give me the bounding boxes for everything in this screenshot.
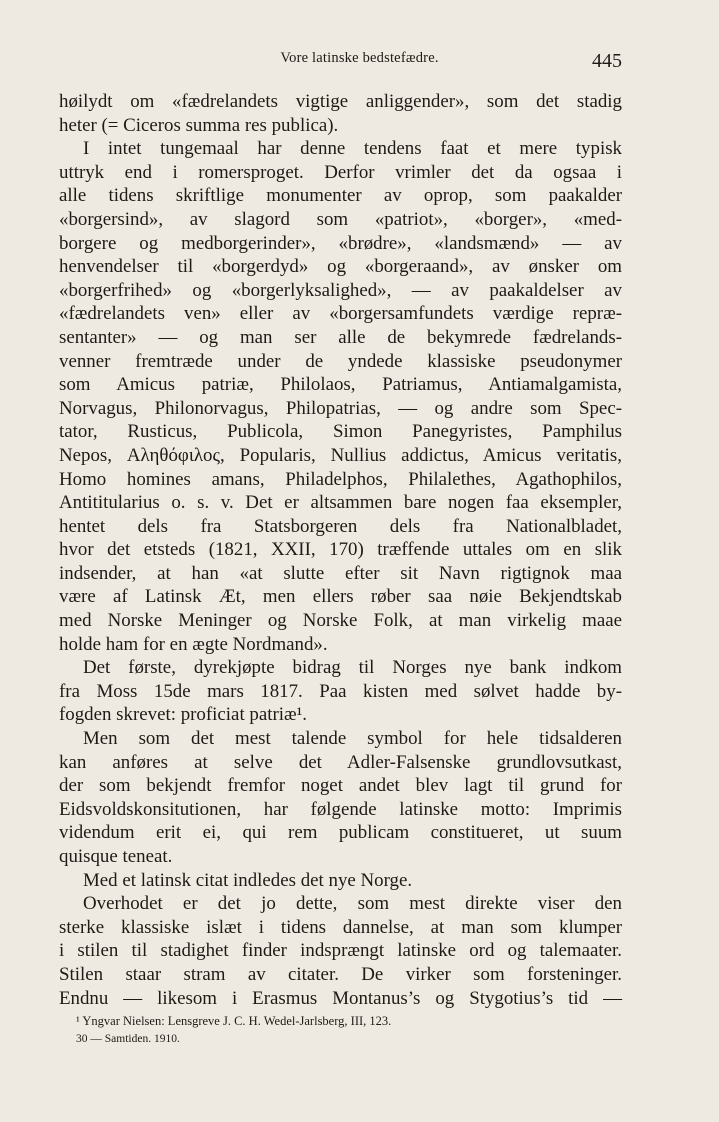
text-line: uttryk end i romersproget. Derfor vrimler det da ogsaa i [59, 161, 622, 183]
text-line: Antititularius o. s. v. Det er altsammen bare nogen faa eksempler, [59, 492, 622, 514]
text-line: være af Latinsk Æt, men ellers røber saa nøie Bekjendtskab [59, 586, 622, 608]
body-text [59, 90, 622, 1010]
text-line: høilydt om «fædrelandets vigtige anliggender», som det stadig [59, 91, 622, 112]
text-line: borgere og medborgerinder», «brødre», «landsmænd» — av [59, 232, 622, 254]
text-line: I intet tungemaal har denne tendens faat et mere typisk [83, 138, 622, 160]
text-line: henvendelser til «borgerdyd» og «borgeraand», av ønsker om [59, 256, 622, 278]
text-line: Nepos, Αληθόφιλος, Popularis, Nullius addictus, Amicus veritatis, [59, 444, 622, 466]
text-line: sterke klassiske islæt i tidens dannelse, at man som klumper [59, 916, 622, 938]
text-line: «borgersind», av slagord som «patriot», «borger», «med- [59, 208, 622, 230]
text-line: tator, Rusticus, Publicola, Simon Panegyristes, Pamphilus [59, 421, 622, 443]
text-line: hvor det etsteds (1821, XXII, 170) træffende uttales om en slik [59, 539, 622, 561]
text-line: Med et latinsk citat indledes det nye Norge. [83, 869, 413, 891]
text-line: venner fremtræde under de yndede klassiske pseudonymer [59, 350, 622, 372]
text-line: med Norske Meninger og Norske Folk, at man virkelig maae [59, 610, 622, 632]
text-line: quisque teneat. [59, 846, 173, 867]
text-line: i stilen til stadighet finder indsprængt latinske ord og talemaater. [59, 940, 622, 962]
text-line: Overhodet er det jo dette, som mest direkte viser den [83, 893, 622, 915]
text-line: hentet dels fra Statsborgeren dels fra Nationalbladet, [59, 515, 622, 537]
text-line: holde ham for en ægte Nordmand». [59, 633, 328, 655]
text-line: fra Moss 15de mars 1817. Paa kisten med sølvet hadde by- [59, 680, 622, 702]
text-line: Homo homines amans, Philadelphos, Philalethes, Agathophilos, [59, 468, 622, 490]
page-number: 445 [592, 50, 622, 72]
text-line: kan anføres at selve det Adler-Falsenske grundlovsutkast, [59, 751, 622, 773]
text-line: Det første, dyrekjøpte bidrag til Norges nye bank indkom [83, 657, 622, 679]
text-line: Eidsvoldskonsitutionen, har følgende latinske motto: Imprimis [59, 798, 622, 820]
text-line: «fædrelandets ven» eller av «borgersamfundets værdige repræ- [59, 303, 622, 325]
footnote: ¹ Yngvar Nielsen: Lensgreve J. C. H. Wedel-Jarlsberg, III, 123. [76, 1014, 392, 1028]
running-title: Vore latinske bedstefædre. [280, 50, 439, 66]
text-line: fogden skrevet: proficiat patriæ¹. [59, 704, 308, 726]
text-line: Endnu — likesom i Erasmus Montanus’s og Stygotius’s tid — [59, 987, 622, 1009]
text-line: sentanter» — og man ser alle de bekymrede fædrelands- [59, 326, 622, 348]
text-line: videndum erit ei, qui rem publicam constitueret, ut suum [59, 822, 622, 844]
text-line: alle tidens skriftlige monumenter av oprop, som paakalder [59, 185, 622, 207]
text-line: heter (= Ciceros summa res publica). [59, 114, 339, 136]
text-line: indsender, at han «at slutte efter sit Navn rigtignok maa [59, 562, 622, 584]
text-line: «borgerfrihed» og «borgerlyksalighed», — av paakaldelser av [59, 279, 622, 301]
text-line: Stilen staar stram av citater. De virker som forsteninger. [59, 963, 622, 985]
text-line: Norvagus, Philonorvagus, Philopatrias, — og andre som Spec- [59, 397, 622, 419]
text-line: Men som det mest talende symbol for hele tidsalderen [83, 728, 622, 750]
signature-line: 30 — Samtiden. 1910. [76, 1033, 180, 1045]
text-line: som Amicus patriæ, Philolaos, Patriamus, Antiamalgamista, [59, 374, 622, 396]
text-line: der som bekjendt fremfor noget andet blev lagt til grund for [59, 775, 622, 797]
